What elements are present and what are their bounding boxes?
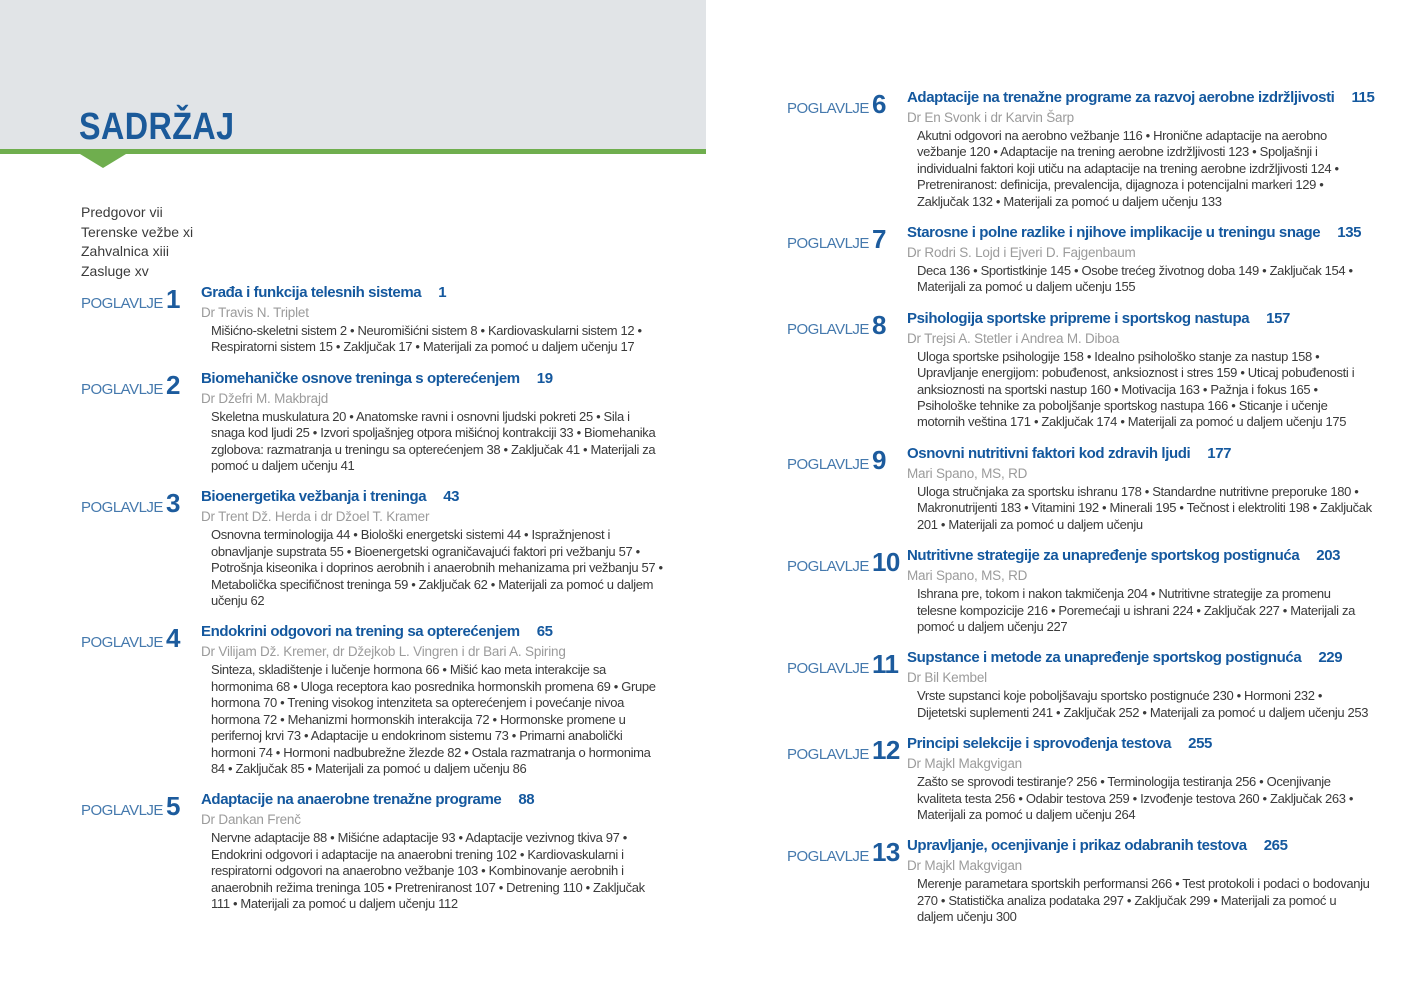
- chapter-number: 2: [165, 369, 180, 400]
- chapter-content: [907, 444, 1387, 533]
- chapter-content: [201, 283, 681, 356]
- chapter-heading: [201, 622, 681, 642]
- chapter-heading: [907, 444, 1387, 464]
- chapter-number: 12: [871, 735, 900, 766]
- chapter-entry: [787, 223, 1387, 296]
- chapter-title: Adaptacije na anaerobne trenažne programe: [201, 791, 502, 809]
- chapter-label: POGLAVLJE: [787, 235, 869, 253]
- chapter-content: [907, 734, 1387, 823]
- chapter-topics: Uloga stručnjaka za sportsku ishranu 178 • Standardne nutritivne preporuke 180 • Makronutrijenti 183 • Vitamini 192 • Minerali 195 • Tečnost i elektroliti 198 • Zaključak 201 • Materijali za pomoć u daljem učenju: [917, 483, 1372, 532]
- chapter-entry: [81, 790, 681, 912]
- chapter-author: Dr Džefri M. Makbrajd: [201, 390, 329, 406]
- chapter-number: 11: [871, 649, 899, 680]
- chapter-entry: [787, 836, 1387, 925]
- chapter-entry: [81, 369, 681, 475]
- chapter-page-number: 255: [1188, 735, 1212, 753]
- chapter-number: 13: [871, 837, 900, 868]
- front-matter-list: [81, 203, 193, 281]
- chapter-content: [907, 836, 1387, 925]
- chapter-page-number: 203: [1316, 547, 1341, 565]
- chapter-number: 10: [871, 547, 900, 578]
- chapter-author: Dr Majkl Makgvigan: [907, 756, 1022, 772]
- chapter-entry: [81, 487, 681, 609]
- chapter-entry: [787, 546, 1387, 635]
- chapter-author: Mari Spano, MS, RD: [907, 465, 1028, 481]
- chapter-title: Psihologija sportske pripreme i sportskog nastupa: [907, 309, 1250, 327]
- chapter-topics: Akutni odgovori na aerobno vežbanje 116 • Hronične adaptacije na aerobno vežbanje 120 • Adaptacije na trening aerobne izdržljivosti 123 • Spoljašnji i individualni faktori koji utiču na adaptacije na trening aerobne izdržljivosti 124 • Pretreniranost: definicija, prevalencija, dijagnoza i potencijalni markeri 129 • Zaključak 132 • Materijali za pomoć u daljem učenju 133: [917, 128, 1339, 209]
- chapter-content: [907, 648, 1387, 721]
- chapter-title: Adaptacije na trenažne programe za razvoj aerobne izdržljivosti: [907, 89, 1335, 106]
- chapter-label: POGLAVLJE: [787, 100, 869, 117]
- chapter-entry: [787, 444, 1387, 533]
- chapter-page-number: 265: [1263, 837, 1288, 855]
- chapter-number: 9: [871, 444, 886, 475]
- chapter-heading: [907, 648, 1387, 668]
- chapter-label-box: [787, 836, 907, 925]
- chapter-content: [907, 546, 1387, 635]
- chapter-title: Građa i funkcija telesnih sistema: [201, 284, 422, 301]
- chapter-number: 5: [165, 791, 180, 822]
- chapter-topics: Mišićno-skeletni sistem 2 • Neuromišićni sistem 8 • Kardiovaskularni sistem 12 • Respiratorni sistem 15 • Zaključak 17 • Materijali za pomoć u daljem učenju 17: [211, 323, 642, 355]
- chapter-page-number: 177: [1207, 444, 1232, 462]
- chapter-number: 8: [871, 309, 886, 340]
- chapter-label: POGLAVLJE: [787, 558, 869, 576]
- chapter-entry: [81, 283, 681, 356]
- chapter-author: Dr Trent Dž. Herda i dr Džoel T. Kramer: [201, 509, 430, 525]
- chapter-label-box: [787, 309, 907, 431]
- chapter-title: Endokrini odgovori na trening sa opterećenjem: [201, 623, 520, 641]
- chapter-number: 1: [165, 284, 180, 314]
- chapter-entry: [787, 309, 1387, 431]
- chapter-heading: [907, 546, 1387, 566]
- chapter-author: Mari Spano, MS, RD: [907, 568, 1028, 584]
- chapter-topics: Osnovna terminologija 44 • Biološki energetski sistemi 44 • Ispražnjenost i obnavljanje supstrata 55 • Bioenergetski ograničavajući faktori pri vežbanju 57 • Potrošnja kiseonika i doprinos aerobnih i anaerobnih mehanizama pri vežbanju 57 • Metabolička specifičnost treninga 59 • Zaključak 62 • Materijali za pomoć u daljem učenju 62: [211, 527, 663, 609]
- chapter-heading: [201, 283, 681, 303]
- front-matter-item: Zasluge xv: [81, 262, 149, 279]
- chapter-author: Dr Dankan Frenč: [201, 812, 301, 828]
- chapter-label-box: [81, 283, 201, 356]
- chapter-heading: [201, 369, 681, 389]
- chapter-label-box: [81, 622, 201, 777]
- chapter-label: POGLAVLJE: [787, 660, 869, 678]
- chapter-topics: Ishrana pre, tokom i nakon takmičenja 204 • Nutritivne strategije za promenu telesne kompozicije 216 • Poremećaji u ishrani 224 • Zaključak 227 • Materijali za pomoć u daljem učenju 227: [917, 586, 1356, 634]
- page-title: SADRŽAJ: [79, 106, 235, 148]
- chapter-content: [201, 622, 681, 777]
- toc-column-left: [81, 283, 681, 925]
- chapter-page-number: 88: [518, 791, 535, 809]
- chapter-content: [907, 309, 1387, 431]
- chapter-label-box: [787, 734, 907, 823]
- chapter-heading: [201, 790, 681, 810]
- chapter-page-number: 157: [1266, 309, 1290, 327]
- chapter-heading: [907, 309, 1387, 329]
- chapter-author: Dr En Svonk i dr Karvin Šarp: [907, 110, 1074, 125]
- chapter-label-box: [787, 546, 907, 635]
- chapter-label-box: [81, 369, 201, 475]
- chapter-page-number: 115: [1351, 89, 1375, 106]
- chapter-page-number: 43: [443, 488, 460, 506]
- chapter-number: 6: [871, 89, 886, 119]
- chapter-label-box: [787, 648, 907, 721]
- chapter-title: Nutritivne strategije za unapređenje sportskog postignuća: [907, 547, 1300, 565]
- chapter-label-box: [787, 88, 907, 210]
- chapter-label-box: [81, 790, 201, 912]
- accent-triangle-icon: [80, 154, 126, 168]
- chapter-page-number: 135: [1337, 224, 1362, 242]
- chapter-label: POGLAVLJE: [81, 295, 163, 312]
- chapter-heading: [907, 88, 1387, 108]
- chapter-label: POGLAVLJE: [81, 499, 163, 517]
- chapter-entry: [787, 648, 1387, 721]
- chapter-topics: Zašto se sprovodi testiranje? 256 • Terminologija testiranja 256 • Ocenjivanje kvaliteta testa 256 • Odabir testova 259 • Izvođenje testova 260 • Zaključak 263 • Materijali za pomoć u daljem učenju 264: [917, 774, 1354, 822]
- chapter-page-number: 19: [536, 369, 553, 387]
- chapter-author: Dr Bil Kembel: [907, 670, 987, 686]
- chapter-author: Dr Rodri S. Lojd i Ejveri D. Fajgenbaum: [907, 245, 1136, 261]
- chapter-entry: [81, 622, 681, 777]
- toc-column-right: [787, 88, 1387, 939]
- chapter-page-number: 65: [536, 623, 553, 641]
- chapter-entry: [787, 734, 1387, 823]
- chapter-topics: Sinteza, skladištenje i lučenje hormona 66 • Mišić kao meta interakcije sa hormonima 68 • Uloga receptora kao posrednika hormonskih promena 69 • Grupe hormona 70 • Trening visokog intenziteta sa opterećenjem i povećanje nivoa hormona 72 • Mehanizmi hormonskih interakcija 72 • Hormonske promene u perifernoj krvi 73 • Adaptacije u endokrinom sistemu 73 • Primarni anabolički hormoni 74 • Hormoni nadbubrežne žlezde 82 • Ostala razmatranja o hormonima 84 • Zaključak 85 • Materijali za pomoć u daljem učenju 86: [211, 662, 656, 776]
- chapter-heading: [907, 734, 1387, 754]
- chapter-title: Starosne i polne razlike i njihove implikacije u treningu snage: [907, 224, 1321, 242]
- chapter-author: Dr Majkl Makgvigan: [907, 858, 1022, 874]
- chapter-topics: Nervne adaptacije 88 • Mišićne adaptacije 93 • Adaptacije vezivnog tkiva 97 • Endokrini odgovori i adaptacije na anaerobni trening 102 • Kardiovaskularni i respiratorni odgovori na anaerobno vežbanje 103 • Kombinovanje aerobnih i anaerobnih režima treninga 105 • Pretreniranost 107 • Detrening 110 • Zaključak 111 • Materijali za pomoć u daljem učenju 112: [211, 830, 645, 911]
- chapter-heading: [907, 223, 1387, 243]
- chapter-label: POGLAVLJE: [81, 802, 163, 820]
- chapter-topics: Uloga sportske psihologije 158 • Idealno psihološko stanje za nastup 158 • Upravljanje energijom: pobuđenost, anksioznost i stres 159 • Uticaj pobuđenosti i anksioznosti na sportski nastup 160 • Motivacija 163 • Pažnja i fokus 165 • Psihološke tehnike za poboljšanje sportskog nastupa 166 • Sticanje i učenje motornih veština 171 • Zaključak 174 • Materijali za pomoć u daljem učenju 175: [917, 348, 1355, 430]
- chapter-number: 3: [165, 488, 180, 519]
- chapter-label: POGLAVLJE: [787, 320, 869, 338]
- chapter-label: POGLAVLJE: [787, 455, 869, 473]
- chapter-content: [907, 88, 1387, 210]
- chapter-label: POGLAVLJE: [81, 634, 163, 652]
- chapter-title: Supstance i metode za unapređenje sportskog postignuća: [907, 649, 1302, 667]
- chapter-title: Osnovni nutritivni faktori kod zdravih ljudi: [907, 444, 1191, 462]
- chapter-entry: [787, 88, 1387, 210]
- chapter-topics: Vrste supstanci koje poboljšavaju sportsko postignuće 230 • Hormoni 232 • Dijetetski suplementi 241 • Zaključak 252 • Materijali za pomoć u daljem učenju 253: [917, 688, 1369, 720]
- chapter-label-box: [787, 223, 907, 296]
- chapter-label-box: [81, 487, 201, 609]
- chapter-label: POGLAVLJE: [81, 380, 163, 398]
- chapter-label: POGLAVLJE: [787, 848, 869, 866]
- front-matter-item: Predgovor vii: [81, 204, 163, 220]
- chapter-topics: Deca 136 • Sportistkinje 145 • Osobe trećeg životnog doba 149 • Zaključak 154 • Materijali za pomoć u daljem učenju 155: [917, 263, 1353, 295]
- chapter-content: [201, 369, 681, 475]
- front-matter-item: Zahvalnica xiii: [81, 243, 169, 259]
- chapter-number: 4: [165, 623, 180, 654]
- chapter-heading: [201, 487, 681, 507]
- chapter-topics: Skeletna muskulatura 20 • Anatomske ravni i osnovni ljudski pokreti 25 • Sila i snaga kod ljudi 25 • Izvori spoljašnjeg otpora mišićnoj kontrakciji 33 • Biomehanika zglobova: razmatranja u treningu sa opterećenjem 38 • Zaključak 41 • Materijali za pomoć u daljem učenju 41: [211, 408, 656, 474]
- chapter-content: [201, 487, 681, 609]
- chapter-page-number: 1: [438, 284, 447, 301]
- chapter-title: Bioenergetika vežbanja i treninga: [201, 488, 427, 506]
- chapter-number: 7: [871, 224, 886, 255]
- chapter-title: Principi selekcije i sprovođenja testova: [907, 735, 1172, 753]
- chapter-content: [907, 223, 1387, 296]
- chapter-page-number: 229: [1318, 649, 1343, 667]
- chapter-label: POGLAVLJE: [787, 746, 869, 764]
- chapter-topics: Merenje parametara sportskih performansi 266 • Test protokoli i podaci o bodovanju 270 • Statistička analiza podataka 297 • Zaključak 299 • Materijali za pomoć u daljem učenju 300: [917, 876, 1370, 925]
- chapter-heading: [907, 836, 1387, 856]
- chapter-author: Dr Travis N. Triplet: [201, 305, 309, 320]
- chapter-author: Dr Vilijam Dž. Kremer, dr Džejkob L. Vingren i dr Bari A. Spiring: [201, 644, 566, 660]
- chapter-title: Upravljanje, ocenjivanje i prikaz odabranih testova: [907, 837, 1247, 855]
- front-matter-item: Terenske vežbe xi: [81, 223, 194, 240]
- chapter-content: [201, 790, 681, 912]
- chapter-label-box: [787, 444, 907, 533]
- chapter-title: Biomehaničke osnove treninga s opterećenjem: [201, 369, 520, 387]
- chapter-author: Dr Trejsi A. Stetler i Andrea M. Diboa: [907, 330, 1120, 346]
